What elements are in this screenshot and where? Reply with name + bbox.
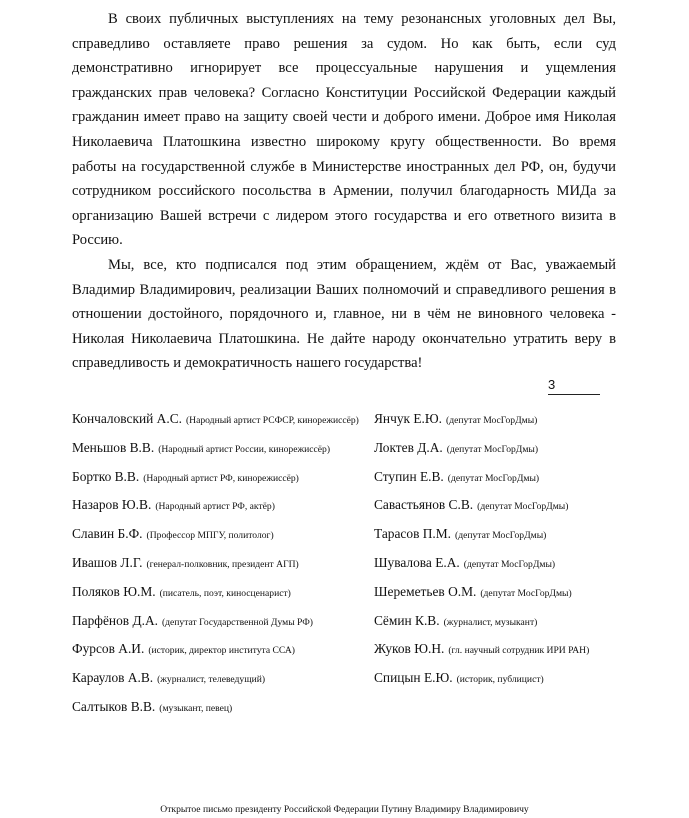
signatory	[72, 525, 372, 554]
signatory-role: (депутат МосГорДмы)	[477, 501, 569, 513]
signatory-name: Кончаловский А.С.	[72, 411, 182, 426]
signatory-name: Фурсов А.И.	[72, 641, 145, 657]
signatory-role: (историк, публицист)	[456, 674, 544, 686]
signatory	[72, 439, 372, 468]
signatory	[72, 496, 372, 525]
signatory-name: Ивашов Л.Г.	[72, 554, 143, 570]
signatory-role: (генерал-полковник, президент АГП)	[146, 558, 299, 570]
signatory-role: (депутат МосГорДмы)	[463, 558, 556, 570]
signatory-role: (депутат МосГорДмы)	[455, 530, 547, 542]
signatory-name: Янчук Е.Ю.	[374, 411, 443, 426]
signatory	[374, 554, 674, 583]
signatory	[72, 698, 372, 727]
signatory-name: Ступин Е.В.	[374, 468, 444, 484]
signatory-role: (депутат МосГорДмы)	[446, 443, 539, 455]
signatory-role: (гл. научный сотрудник ИРИ РАН)	[448, 645, 590, 657]
signatory	[374, 496, 674, 525]
signatory-role: (Народный артист России, кинорежиссёр)	[158, 443, 331, 455]
signatory-name: Поляков Ю.М.	[72, 583, 156, 599]
signatory-role: (Народный артист РСФСР, кинорежиссёр)	[185, 415, 359, 426]
page-footer: Открытое письмо президенту Российской Федерации Путину Владимиру Владимировичу	[160, 804, 529, 815]
signatory-name: Сёмин К.В.	[374, 612, 440, 628]
signatories-left-column	[72, 410, 372, 727]
signatory-name: Назаров Ю.В.	[72, 497, 152, 513]
signatory-name: Жуков Ю.Н.	[374, 641, 445, 657]
signatory	[374, 525, 674, 554]
letter-paragraph: Мы, все, кто подписался под этим обращением, ждём от Вас, уважаемый Владимир Владимирович, реализации Ваших полномочий и справедливого решения в отношении достойного, порядочного и, главное, ни в чём не виновного человека - Николая Николаевича Платошкина. Не дайте народу окончательно утратить веру в справедливость и демократичность нашего государства!	[72, 256, 616, 372]
signatory	[72, 640, 372, 669]
signatory	[374, 583, 674, 612]
page-number: 3	[548, 376, 600, 395]
signatory-role: (музыкант, певец)	[159, 702, 233, 714]
signatory	[374, 640, 674, 669]
signatory	[374, 410, 674, 439]
signatory-name: Локтев Д.А.	[374, 439, 443, 455]
signatory	[72, 554, 372, 583]
signatory-name: Тарасов П.М.	[374, 526, 452, 542]
signatory-name: Савастьянов С.В.	[374, 497, 474, 513]
signatory	[374, 439, 674, 468]
signatory-role: (депутат Государственной Думы РФ)	[161, 616, 313, 628]
signatory-role: (писатель, поэт, киносценарист)	[159, 587, 291, 599]
signatory-role: (журналист, музыкант)	[443, 616, 538, 628]
signatory-name: Меньшов В.В.	[72, 439, 155, 455]
signatory-name: Спицын Е.Ю.	[374, 670, 453, 686]
signatory-role: (историк, директор института ССА)	[148, 645, 295, 657]
letter-body	[72, 7, 616, 376]
signatory-name: Салтыков В.В.	[72, 698, 156, 714]
signatory-name: Шувалова Е.А.	[374, 554, 460, 570]
signatory	[374, 612, 674, 641]
signatory	[374, 468, 674, 497]
signatory-role: (депутат МосГорДмы)	[480, 587, 572, 599]
signatory	[374, 669, 674, 698]
signatory	[72, 468, 372, 497]
signatory-role: (Профессор МПГУ, политолог)	[146, 530, 274, 542]
signatory-name: Парфёнов Д.А.	[72, 612, 158, 628]
signatory-name: Шереметьев О.М.	[374, 583, 477, 599]
signatory-name: Бортко В.В.	[72, 468, 140, 484]
signatory	[72, 583, 372, 612]
signatory	[72, 669, 372, 698]
signatory	[72, 612, 372, 641]
signatories-right-column	[374, 410, 674, 698]
signatory-name: Караулов А.В.	[72, 670, 154, 686]
signatory-role: (депутат МосГорДмы)	[447, 472, 540, 484]
signatory-role: (журналист, телеведущий)	[157, 674, 266, 686]
signatory-name: Славин Б.Ф.	[72, 526, 143, 542]
letter-paragraph: В своих публичных выступлениях на тему резонансных уголовных дел Вы, справедливо оставляете право решения за судом. Но как быть, если суд демонстративно игнорирует все процессуальные нарушения и ущемления гражданских прав человека? Согласно Конституции Российской Федерации каждый гражданин имеет право на защиту своей чести и доброго имени. Доброе имя Николая Николаевича Платошкина известно широкому кругу общественности. Во время работы на государственной службе в Министерстве иностранных дел РФ, он, будучи сотрудником российского посольства в Армении, получил благодарность МИДа за организацию Вашей встречи с лидером этого государства и его ответного визита в Россию.	[72, 11, 616, 249]
signatory-role: (Народный артист РФ, кинорежиссёр)	[143, 472, 299, 484]
signatory-role: (Народный артист РФ, актёр)	[155, 501, 275, 513]
signatory	[72, 410, 372, 439]
signatory-role: (депутат МосГорДмы)	[446, 415, 538, 426]
